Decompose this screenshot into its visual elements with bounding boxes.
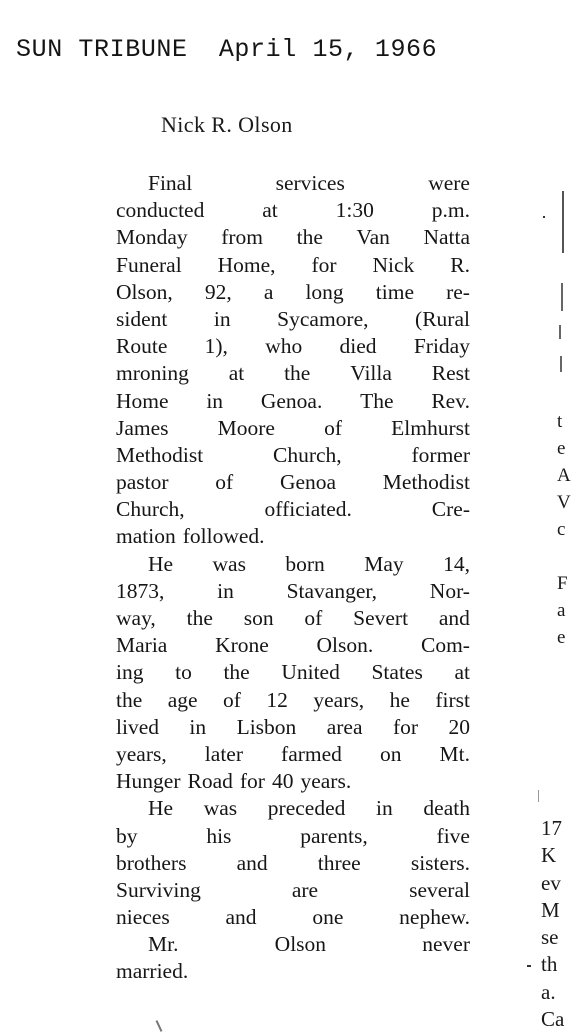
article-word: who [265,334,303,359]
article-word: age [167,687,198,712]
article-word: 92, [204,279,232,304]
article-word: in [189,714,207,739]
article-word: Road [187,769,233,794]
article-word: re- [446,279,470,304]
article-word: years. [300,769,352,794]
article-line [116,523,470,550]
article-word: Natta [423,225,470,250]
article-word: The [360,388,394,413]
article-word: and [236,850,268,875]
article-word: Nor- [429,578,470,603]
article-word: was [212,551,246,576]
article-line [116,659,470,686]
article-word: years, [116,741,167,766]
edge-fragment: c [557,519,566,540]
article-word: Hunger [116,769,181,794]
article-word: 1), [204,334,228,359]
article-word: 1873, [116,578,165,603]
article-word: Moore [217,415,275,440]
edge-fragment: M [541,897,560,922]
article-word: p.m. [431,198,470,223]
article-word: he [389,687,410,712]
article-word: sident [116,306,168,331]
article-line [116,360,470,387]
article-word: died [339,334,377,359]
article-line [116,224,470,251]
article-word: officiated. [264,497,352,522]
edge-fragment: Ca [541,1007,565,1032]
edge-fragment: 17 [541,816,562,840]
article-word: Elmhurst [391,415,470,440]
article-word: first [435,687,470,712]
article-word: Olson. [316,633,374,658]
article-word: was [203,796,238,821]
article-line [116,850,470,877]
article-word: later [204,741,243,766]
article-line [116,252,470,279]
article-word: in [376,796,393,821]
article-word: Friday [413,334,470,359]
print-speck [560,356,562,372]
article-word: Villa [350,361,392,386]
edge-fragment: e [557,627,566,648]
article-word: area [326,714,363,739]
article-word: from [221,225,264,250]
print-speck [527,965,531,967]
article-word: time [375,279,414,304]
article-word: of [324,415,343,440]
article-word: Church, [116,497,185,522]
article-word: States [371,660,423,685]
article-word: Methodist [116,442,204,467]
article-line [116,578,470,605]
article-word: conducted [116,198,205,223]
article-word: in [217,578,234,603]
article-word: mroning [116,361,189,386]
article-word: in [206,388,224,413]
edge-fragment: e [557,438,566,459]
edge-fragment: a. [541,979,556,1004]
article-word: Rest [431,361,470,386]
article-word: several [409,877,470,902]
article-word: Mr. [148,932,179,957]
article-word: Stavanger, [286,578,378,603]
article-word: ing [116,660,144,685]
article-word: mation [116,524,176,549]
article-word: for [392,714,419,739]
article-word: married. [116,959,189,984]
article-word: Surviving [116,877,201,902]
article-word: lived [116,714,159,739]
print-speck [559,325,561,339]
article-line [116,388,470,415]
article-word: Nick [372,252,415,277]
article-word: of [215,470,234,495]
article-word: the [223,660,250,685]
article-line [116,279,470,306]
newspaper-masthead: SUN TRIBUNE April 15, 1966 [16,35,438,64]
article-word: sisters. [410,850,470,875]
article-word: Maria [116,633,168,658]
article-word: 1:30 [335,198,374,223]
article-word: one [312,905,344,930]
article-line [116,877,470,904]
article-word: brothers [116,850,187,875]
article-line [116,333,470,360]
article-word: Olson [274,932,327,957]
adjacent-column-upper-fragments [557,408,571,651]
article-line [116,823,470,850]
article-word: on [379,741,402,766]
article-word: Monday [116,225,188,250]
edge-fragment: K [541,843,557,868]
article-word: 40 [271,769,294,794]
edge-fragment [557,543,571,570]
article-word: pastor [116,470,169,495]
article-word: He [148,551,174,576]
print-speck [543,216,545,218]
article-word: five [436,823,470,848]
article-word: Rev. [431,388,470,413]
article-word: May [364,551,404,576]
edge-fragment: t [557,411,563,432]
adjacent-column-lower-fragments [541,815,564,1033]
article-line [116,687,470,714]
article-line [116,551,470,578]
article-word: Funeral [116,252,182,277]
article-word: three [317,850,361,875]
article-word: 14, [443,551,470,576]
article-word: United [281,660,340,685]
edge-fragment: a [557,600,566,621]
article-word: Route [116,334,168,359]
article-word: death [423,796,470,821]
article-word: are [291,877,319,902]
article-word: Genoa [279,470,337,495]
article-word: Van [356,225,390,250]
edge-fragment: th [541,952,558,977]
article-word: Church, [273,442,342,467]
article-word: 20 [448,714,470,739]
article-word: Home [116,388,169,413]
article-word: son [243,606,274,630]
article-word: Mt. [439,741,470,766]
article-line [116,714,470,741]
article-word: way, [116,606,156,630]
article-line [116,496,470,523]
article-line [116,469,470,496]
article-line [116,768,470,795]
article-line [116,632,470,659]
edge-fragment: F [557,573,568,594]
article-word: of [223,687,241,712]
article-word: born [285,551,325,576]
article-word: 12 [266,687,288,712]
article-line [116,197,470,224]
article-word: long [305,279,344,304]
article-line [116,605,470,632]
article-word: of [304,606,323,630]
article-word: in [213,306,231,331]
article-word: services [275,171,345,195]
article-line [116,958,470,985]
print-speck [538,790,539,802]
edge-fragment: V [557,492,571,513]
article-word: Severt [353,606,409,630]
article-line [116,442,470,469]
edge-fragment: se [541,925,559,950]
article-line [116,741,470,768]
article-line [116,170,470,197]
article-word: nieces [116,905,170,930]
article-word: Lisbon [236,714,297,739]
article-word: never [422,932,470,957]
print-speck [561,283,563,311]
article-word: for [311,252,337,277]
article-word: by [116,823,138,848]
article-word: Krone [215,633,269,658]
article-word: at [228,361,245,386]
article-line [116,904,470,931]
article-word: He [148,796,174,821]
article-word: parents, [300,823,368,848]
article-word: farmed [281,741,342,766]
article-word: nephew. [399,905,470,930]
article-word: the [284,361,311,386]
article-word: former [411,442,470,467]
edge-fragment: ev [541,870,561,895]
article-word: and [438,606,470,630]
article-word: R. [450,252,470,277]
print-speck [562,191,564,253]
article-line [116,415,470,442]
article-word: Methodist [382,470,470,495]
article-word: at [454,660,470,685]
article-word: to [175,660,192,685]
article-word: Home, [217,252,276,277]
article-word: followed. [182,524,265,549]
article-word: Olson, [116,279,173,304]
article-word: Sycamore, [277,306,369,331]
article-word: Final [148,171,193,195]
obituary-body [116,170,470,986]
article-word: Genoa. [260,388,323,413]
article-word: Cre- [431,497,470,522]
article-line [116,306,470,333]
article-word: the [186,606,213,630]
article-word: years, [313,687,365,712]
article-word: and [225,905,257,930]
article-word: a [263,279,274,304]
article-line [116,931,470,958]
article-word: the [116,687,143,712]
article-line [116,795,470,822]
article-word: the [296,225,323,250]
article-word: (Rural [415,306,470,331]
article-word: at [262,198,278,223]
article-word: James [116,415,169,440]
article-word: his [206,823,232,848]
obituary-title: Nick R. Olson [161,112,293,137]
edge-fragment: A [557,465,571,486]
article-word: preceded [267,796,346,821]
article-word: Com- [420,633,470,658]
article-word: for [239,769,265,794]
print-speck [156,1020,163,1032]
article-word: were [428,171,470,195]
